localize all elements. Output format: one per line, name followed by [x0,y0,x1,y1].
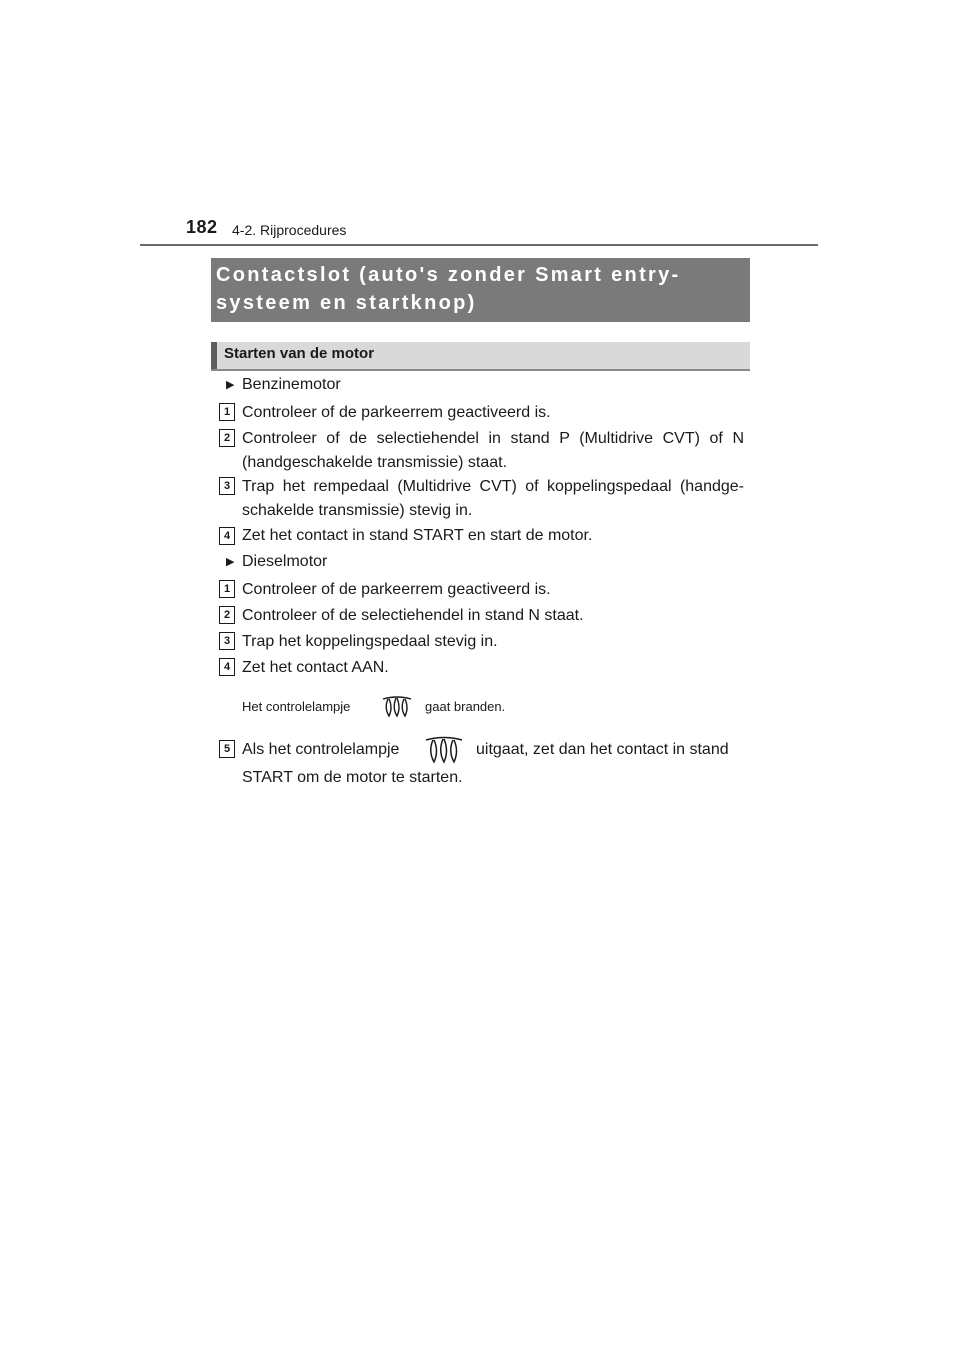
diesel-step-2-text: Controleer of de selectiehendel in stand N staat. [242,607,584,624]
diesel-step-1-text: Controleer of de parkeerrem geactiveerd is. [242,581,551,598]
glow-plug-indicator-icon [381,696,413,718]
diesel-heading: Dieselmotor [242,553,328,570]
petrol-step-3-line-1: Trap het rempedaal (Multidrive CVT) of koppelingspedaal (handge- [242,478,744,495]
step-badge: 4 [219,658,235,676]
petrol-step-1-text: Controleer of de parkeerrem geactiveerd is. [242,404,551,421]
diesel-step-3-text: Trap het koppelingspedaal stevig in. [242,633,498,650]
page-title-line-1: Contactslot (auto's zonder Smart entry- [216,264,681,286]
step-badge: 5 [219,740,235,758]
petrol-step-2-line-1: Controleer of de selectiehendel in stand P (Multidrive CVT) of N [242,430,744,447]
diesel-step-4-text: Zet het contact AAN. [242,659,389,676]
triangle-right-icon: ▶ [226,556,235,568]
petrol-step-4-text: Zet het contact in stand START en start de motor. [242,527,593,544]
step-badge: 3 [219,632,235,650]
note-text-before: Het controlelampje [242,699,351,714]
subheading: Starten van de motor [224,345,375,362]
section-label: 4-2. Rijprocedures [232,222,347,238]
note-text-after: gaat branden. [425,699,506,714]
step-badge: 1 [219,580,235,598]
step-badge: 2 [219,606,235,624]
step-badge: 1 [219,403,235,421]
page-title-line-2: systeem en startknop) [216,292,477,314]
step-badge: 4 [219,527,235,545]
triangle-right-icon: ▶ [226,379,235,391]
glow-plug-indicator-icon [424,736,464,764]
step-5-text-before: Als het controlelampje [242,741,400,758]
petrol-step-3-line-2: schakelde transmissie) stevig in. [242,502,473,519]
step-badge: 3 [219,477,235,495]
petrol-heading: Benzinemotor [242,376,341,393]
step-5-line-2: START om de motor te starten. [242,769,463,786]
step-badge: 2 [219,429,235,447]
step-5-text-after: uitgaat, zet dan het contact in stand [476,741,729,758]
page-number: 182 [186,217,218,237]
petrol-step-2-line-2: (handgeschakelde transmissie) staat. [242,454,508,471]
header-divider [140,244,818,246]
subheading-accent-bar [211,342,217,369]
